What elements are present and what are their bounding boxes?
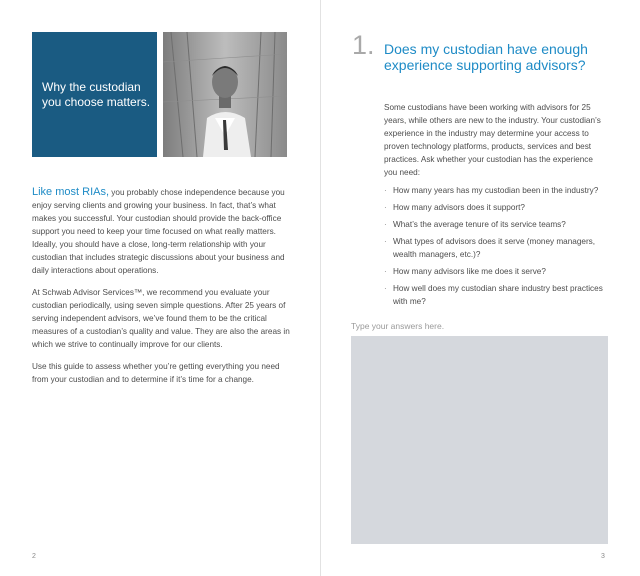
intro-paragraph-1-text: you probably chose independence because you enjoy serving clients and growing your business. In fact, that’s what makes you successful. Your custodian should provide the back-office support you need to keep your time focused on what really matters. Ideally, you should have a close, long-term relationship with your custodian that includes strategic discussions about your business and daily interactions about operations. xyxy=(32,188,285,275)
bullet-dot-icon: · xyxy=(384,284,387,293)
question-copy xyxy=(384,101,606,312)
bullet-dot-icon: · xyxy=(384,220,387,229)
panel-title: Why the custodian you choose matters. xyxy=(42,79,151,109)
answer-label: Type your answers here. xyxy=(351,321,445,331)
page-number-left: 2 xyxy=(32,553,36,560)
answer-textbox[interactable] xyxy=(351,336,608,544)
question-intro: Some custodians have been working with advisors for 25 years, while others are new to the industry. Your custodian’s experience in the industry may determine your access to proven technology platforms, products, services and best practices. Ask whether your custodian has the experience you need: xyxy=(384,103,601,177)
intro-paragraph-3: Use this guide to assess whether you’re getting everything you need from your custodian and to determine if it’s time for a change. xyxy=(32,362,280,384)
bullet-dot-icon: · xyxy=(384,186,387,195)
list-item: · What types of advisors does it serve (money managers, wealth managers, etc.)? xyxy=(384,237,596,259)
list-item: · How many advisors does it support? xyxy=(384,203,525,212)
question-title: Does my custodian have enough experience supporting advisors? xyxy=(384,41,588,73)
list-item: · What’s the average tenure of its service teams? xyxy=(384,220,566,229)
question-number: 1. xyxy=(352,30,375,60)
intro-panel xyxy=(32,32,157,157)
bullet-dot-icon: · xyxy=(384,203,387,212)
intro-paragraph-1 xyxy=(32,186,290,277)
page-number-right: 3 xyxy=(601,553,605,560)
advisor-photo xyxy=(163,32,287,157)
question-list xyxy=(384,184,606,308)
intro-paragraph-2: At Schwab Advisor Services™, we recommend you evaluate your custodian periodically, using seven simple questions. After 25 years of serving independent advisors, we’ve found them to be the critical measures of a custodian’s quality and value. They are also the areas in which we strive to continually improve for our clients. xyxy=(32,288,290,349)
intro-copy xyxy=(32,186,290,395)
lead-in: Like most RIAs, xyxy=(32,186,110,198)
list-item: · How many years has my custodian been in the industry? xyxy=(384,186,599,195)
list-item: · How many advisors like me does it serve? xyxy=(384,267,546,276)
bullet-dot-icon: · xyxy=(384,237,387,246)
bullet-dot-icon: · xyxy=(384,267,387,276)
list-item: · How well does my custodian share industry best practices with me? xyxy=(384,284,603,306)
